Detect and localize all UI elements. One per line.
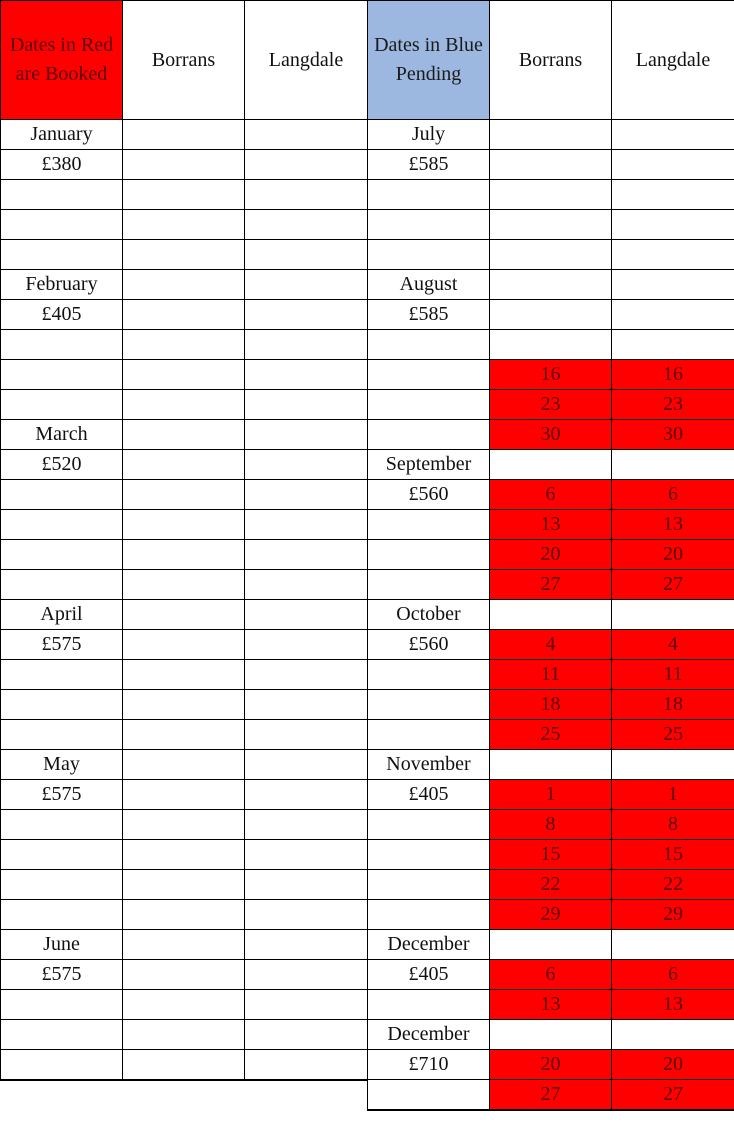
langdale-date-cell: 20 <box>612 1050 734 1080</box>
borrans-date-cell <box>123 120 245 150</box>
month-price-cell <box>368 180 490 210</box>
month-price-cell <box>1 210 123 240</box>
borrans-date-cell <box>490 750 612 780</box>
table-row <box>368 180 734 210</box>
borrans-date-cell: 6 <box>490 480 612 510</box>
month-price-cell <box>1 810 123 840</box>
borrans-date-cell <box>123 810 245 840</box>
month-price-cell: May <box>1 750 123 780</box>
table-row <box>1 330 368 360</box>
month-price-cell: December <box>368 930 490 960</box>
borrans-date-cell <box>123 570 245 600</box>
month-price-cell: £405 <box>368 780 490 810</box>
month-price-cell: £575 <box>1 960 123 990</box>
table-row <box>368 390 734 420</box>
table-row <box>1 960 368 990</box>
langdale-date-cell: 22 <box>612 870 734 900</box>
table-row <box>1 690 368 720</box>
langdale-date-cell <box>245 810 368 840</box>
langdale-date-cell <box>612 930 734 960</box>
langdale-date-cell <box>245 690 368 720</box>
month-price-cell: November <box>368 750 490 780</box>
month-price-cell: December <box>368 1020 490 1050</box>
langdale-date-cell <box>245 930 368 960</box>
month-price-cell: £520 <box>1 450 123 480</box>
table-row <box>1 180 368 210</box>
month-price-cell <box>368 510 490 540</box>
borrans-date-cell <box>123 510 245 540</box>
langdale-date-cell <box>245 1020 368 1050</box>
langdale-date-cell <box>245 270 368 300</box>
header-row <box>1 1 368 120</box>
month-price-cell <box>1 1020 123 1050</box>
table-row <box>1 720 368 750</box>
langdale-date-cell <box>245 750 368 780</box>
month-price-cell <box>368 870 490 900</box>
column-header-langdale: Langdale <box>612 1 734 120</box>
table-row <box>368 510 734 540</box>
langdale-date-cell <box>245 720 368 750</box>
borrans-date-cell <box>123 930 245 960</box>
month-price-cell <box>1 990 123 1020</box>
column-header-langdale: Langdale <box>245 1 368 120</box>
borrans-date-cell <box>490 210 612 240</box>
borrans-date-cell <box>123 330 245 360</box>
month-price-cell: £405 <box>1 300 123 330</box>
table-row <box>368 720 734 750</box>
langdale-date-cell <box>612 750 734 780</box>
borrans-date-cell <box>490 150 612 180</box>
month-price-cell: September <box>368 450 490 480</box>
langdale-date-cell <box>612 1020 734 1050</box>
borrans-date-cell <box>490 450 612 480</box>
langdale-date-cell <box>612 180 734 210</box>
table-row <box>1 990 368 1020</box>
month-price-cell <box>1 840 123 870</box>
header-row <box>368 1 734 120</box>
month-price-cell: £585 <box>368 300 490 330</box>
borrans-date-cell <box>123 690 245 720</box>
langdale-date-cell: 6 <box>612 960 734 990</box>
langdale-date-cell <box>245 960 368 990</box>
langdale-date-cell: 23 <box>612 390 734 420</box>
langdale-date-cell: 18 <box>612 690 734 720</box>
borrans-date-cell <box>123 660 245 690</box>
borrans-date-cell <box>490 1020 612 1050</box>
table-row <box>368 750 734 780</box>
borrans-date-cell <box>490 120 612 150</box>
month-price-cell <box>368 330 490 360</box>
borrans-date-cell: 18 <box>490 690 612 720</box>
table-row <box>1 420 368 450</box>
month-price-cell <box>368 660 490 690</box>
table-row <box>368 270 734 300</box>
borrans-date-cell: 6 <box>490 960 612 990</box>
month-price-cell <box>1 360 123 390</box>
month-price-cell <box>368 390 490 420</box>
table-row <box>1 210 368 240</box>
month-price-cell: £585 <box>368 150 490 180</box>
borrans-date-cell <box>123 1020 245 1050</box>
borrans-date-cell <box>123 540 245 570</box>
month-price-cell <box>1 720 123 750</box>
langdale-date-cell <box>612 210 734 240</box>
month-price-cell: £405 <box>368 960 490 990</box>
table-row <box>368 690 734 720</box>
borrans-date-cell <box>123 630 245 660</box>
table-row <box>1 660 368 690</box>
table-row <box>1 390 368 420</box>
langdale-date-cell: 15 <box>612 840 734 870</box>
borrans-date-cell <box>123 180 245 210</box>
langdale-date-cell <box>245 300 368 330</box>
table-row <box>1 360 368 390</box>
borrans-date-cell: 13 <box>490 990 612 1020</box>
borrans-date-cell <box>123 600 245 630</box>
table-row <box>1 450 368 480</box>
month-price-cell <box>1 240 123 270</box>
langdale-date-cell <box>612 600 734 630</box>
borrans-date-cell <box>123 870 245 900</box>
table-row <box>368 900 734 930</box>
langdale-date-cell <box>245 540 368 570</box>
borrans-date-cell <box>123 780 245 810</box>
month-price-cell <box>1 390 123 420</box>
month-price-cell <box>368 990 490 1020</box>
langdale-date-cell <box>245 480 368 510</box>
langdale-date-cell: 13 <box>612 990 734 1020</box>
borrans-date-cell: 27 <box>490 570 612 600</box>
table-row <box>368 840 734 870</box>
langdale-date-cell: 1 <box>612 780 734 810</box>
month-price-cell: £380 <box>1 150 123 180</box>
table-row <box>368 660 734 690</box>
langdale-date-cell <box>245 630 368 660</box>
langdale-date-cell <box>612 330 734 360</box>
borrans-date-cell: 29 <box>490 900 612 930</box>
table-row <box>1 780 368 810</box>
table-row <box>1 510 368 540</box>
borrans-date-cell <box>123 720 245 750</box>
borrans-date-cell: 20 <box>490 1050 612 1080</box>
borrans-date-cell: 22 <box>490 870 612 900</box>
table-row <box>368 360 734 390</box>
month-price-cell: £575 <box>1 780 123 810</box>
langdale-date-cell <box>245 120 368 150</box>
month-price-cell <box>1 690 123 720</box>
table-row <box>1 870 368 900</box>
borrans-date-cell <box>123 360 245 390</box>
borrans-date-cell <box>123 210 245 240</box>
borrans-date-cell <box>123 420 245 450</box>
table-row <box>368 600 734 630</box>
langdale-date-cell: 4 <box>612 630 734 660</box>
month-price-cell: February <box>1 270 123 300</box>
langdale-date-cell <box>245 360 368 390</box>
langdale-date-cell <box>245 870 368 900</box>
table-row <box>368 570 734 600</box>
langdale-date-cell <box>245 840 368 870</box>
borrans-date-cell: 23 <box>490 390 612 420</box>
langdale-date-cell <box>245 990 368 1020</box>
borrans-date-cell <box>123 390 245 420</box>
table-row <box>368 810 734 840</box>
table-row <box>368 480 734 510</box>
langdale-date-cell <box>245 600 368 630</box>
table-row <box>1 570 368 600</box>
borrans-date-cell <box>123 300 245 330</box>
column-header-borrans: Borrans <box>490 1 612 120</box>
month-price-cell: January <box>1 120 123 150</box>
pending-legend-cell: Dates in Blue Pending <box>368 1 490 120</box>
month-price-cell <box>1 330 123 360</box>
month-price-cell <box>1 900 123 930</box>
month-price-cell: £575 <box>1 630 123 660</box>
borrans-date-cell <box>123 960 245 990</box>
borrans-date-cell: 30 <box>490 420 612 450</box>
borrans-date-cell: 25 <box>490 720 612 750</box>
table-row <box>1 540 368 570</box>
table-row <box>368 210 734 240</box>
langdale-date-cell: 16 <box>612 360 734 390</box>
langdale-date-cell: 6 <box>612 480 734 510</box>
table-row <box>1 1050 368 1081</box>
month-price-cell: £560 <box>368 480 490 510</box>
langdale-date-cell: 30 <box>612 420 734 450</box>
borrans-date-cell <box>123 840 245 870</box>
borrans-date-cell <box>490 240 612 270</box>
langdale-date-cell <box>245 420 368 450</box>
month-price-cell <box>368 1080 490 1111</box>
borrans-date-cell <box>123 1050 245 1081</box>
table-row <box>368 1020 734 1050</box>
borrans-date-cell <box>123 270 245 300</box>
langdale-date-cell <box>245 150 368 180</box>
table-row <box>1 750 368 780</box>
table-row <box>368 300 734 330</box>
table-row <box>368 1080 734 1111</box>
table-row <box>368 630 734 660</box>
langdale-date-cell <box>612 300 734 330</box>
langdale-date-cell <box>245 510 368 540</box>
table-row <box>1 300 368 330</box>
table-row <box>368 450 734 480</box>
table-row <box>368 870 734 900</box>
borrans-date-cell <box>490 600 612 630</box>
month-price-cell <box>1 480 123 510</box>
month-price-cell <box>368 420 490 450</box>
borrans-date-cell: 1 <box>490 780 612 810</box>
month-price-cell: October <box>368 600 490 630</box>
table-row <box>368 990 734 1020</box>
table-row <box>368 120 734 150</box>
langdale-date-cell <box>612 120 734 150</box>
langdale-date-cell <box>612 240 734 270</box>
langdale-date-cell: 27 <box>612 1080 734 1111</box>
langdale-date-cell <box>245 570 368 600</box>
month-price-cell: £710 <box>368 1050 490 1080</box>
month-price-cell <box>1 1050 123 1081</box>
month-price-cell: March <box>1 420 123 450</box>
month-price-cell <box>1 540 123 570</box>
month-price-cell <box>368 900 490 930</box>
month-price-cell: April <box>1 600 123 630</box>
table-row <box>368 930 734 960</box>
borrans-date-cell <box>490 180 612 210</box>
calendar-table-jul-dec <box>367 0 734 1111</box>
month-price-cell <box>368 540 490 570</box>
borrans-date-cell <box>490 270 612 300</box>
langdale-date-cell <box>245 1050 368 1081</box>
table-row <box>1 600 368 630</box>
langdale-date-cell: 27 <box>612 570 734 600</box>
table-row <box>368 150 734 180</box>
table-row <box>1 240 368 270</box>
month-price-cell <box>368 840 490 870</box>
borrans-date-cell: 16 <box>490 360 612 390</box>
table-row <box>1 270 368 300</box>
borrans-date-cell <box>490 330 612 360</box>
borrans-date-cell: 27 <box>490 1080 612 1111</box>
langdale-date-cell: 25 <box>612 720 734 750</box>
langdale-date-cell <box>245 450 368 480</box>
langdale-date-cell: 13 <box>612 510 734 540</box>
column-header-borrans: Borrans <box>123 1 245 120</box>
table-row <box>368 420 734 450</box>
calendar-table-jan-jun <box>0 0 368 1081</box>
borrans-date-cell <box>123 240 245 270</box>
table-row <box>368 1050 734 1080</box>
langdale-date-cell <box>612 150 734 180</box>
borrans-date-cell: 15 <box>490 840 612 870</box>
table-row <box>368 330 734 360</box>
langdale-date-cell: 20 <box>612 540 734 570</box>
month-price-cell: July <box>368 120 490 150</box>
langdale-date-cell: 29 <box>612 900 734 930</box>
month-price-cell <box>1 180 123 210</box>
borrans-date-cell <box>123 750 245 780</box>
table-row <box>1 150 368 180</box>
langdale-date-cell <box>612 270 734 300</box>
month-price-cell <box>1 570 123 600</box>
borrans-date-cell: 20 <box>490 540 612 570</box>
month-price-cell <box>368 720 490 750</box>
booked-legend-cell: Dates in Red are Booked <box>1 1 123 120</box>
borrans-date-cell <box>490 930 612 960</box>
table-row <box>1 900 368 930</box>
borrans-date-cell <box>123 900 245 930</box>
table-row <box>1 840 368 870</box>
langdale-date-cell <box>612 450 734 480</box>
month-price-cell <box>1 510 123 540</box>
langdale-date-cell <box>245 390 368 420</box>
month-price-cell <box>368 570 490 600</box>
langdale-date-cell <box>245 900 368 930</box>
month-price-cell: June <box>1 930 123 960</box>
table-row <box>1 810 368 840</box>
borrans-date-cell <box>123 450 245 480</box>
month-price-cell: £560 <box>368 630 490 660</box>
table-row <box>368 540 734 570</box>
table-row <box>368 960 734 990</box>
borrans-date-cell <box>490 300 612 330</box>
borrans-date-cell: 8 <box>490 810 612 840</box>
month-price-cell <box>368 810 490 840</box>
langdale-date-cell: 8 <box>612 810 734 840</box>
borrans-date-cell: 13 <box>490 510 612 540</box>
table-row <box>1 1020 368 1050</box>
langdale-date-cell <box>245 330 368 360</box>
langdale-date-cell <box>245 240 368 270</box>
month-price-cell <box>368 690 490 720</box>
borrans-date-cell <box>123 150 245 180</box>
table-row <box>368 780 734 810</box>
langdale-date-cell: 11 <box>612 660 734 690</box>
table-row <box>1 480 368 510</box>
borrans-date-cell: 11 <box>490 660 612 690</box>
langdale-date-cell <box>245 180 368 210</box>
langdale-date-cell <box>245 780 368 810</box>
table-row <box>368 240 734 270</box>
month-price-cell <box>368 360 490 390</box>
table-row <box>1 120 368 150</box>
month-price-cell <box>368 240 490 270</box>
table-row <box>1 630 368 660</box>
langdale-date-cell <box>245 210 368 240</box>
table-row <box>1 930 368 960</box>
month-price-cell <box>1 660 123 690</box>
borrans-date-cell: 4 <box>490 630 612 660</box>
month-price-cell <box>368 210 490 240</box>
month-price-cell: August <box>368 270 490 300</box>
month-price-cell <box>1 870 123 900</box>
langdale-date-cell <box>245 660 368 690</box>
borrans-date-cell <box>123 480 245 510</box>
borrans-date-cell <box>123 990 245 1020</box>
